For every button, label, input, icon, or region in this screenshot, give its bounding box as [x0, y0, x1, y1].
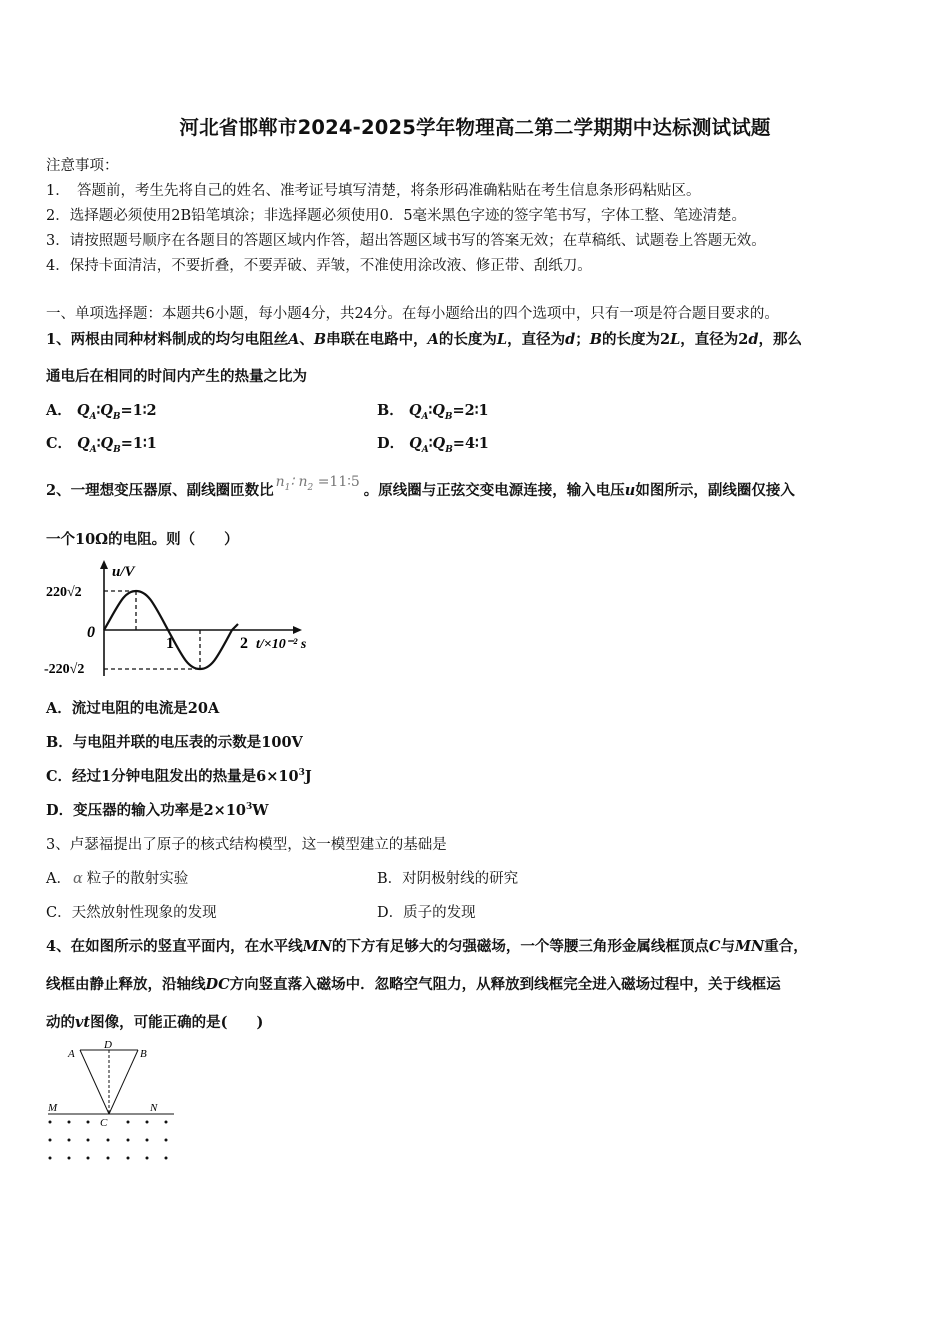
y-top-tick: 220√2: [46, 585, 82, 600]
q3-option-b[interactable]: B．对阴极射线的研究: [377, 871, 519, 887]
alpha-symbol: α: [72, 871, 83, 887]
y-axis-label: u/V: [112, 564, 135, 580]
q1-option-d[interactable]: D． $Q_A∶Q_B=4∶1$: [377, 435, 489, 455]
q2-stem-line2: 一个10Ω的电阻。则（ ）: [46, 531, 239, 548]
q3-stem: 3、卢瑟福提出了原子的核式结构模型，这一模型建立的基础是: [46, 837, 447, 853]
notice-heading: 注意事项：: [46, 158, 119, 174]
q3-option-d[interactable]: D．质子的发现: [377, 905, 476, 921]
q3-option-c[interactable]: C．天然放射性现象的发现: [46, 905, 217, 921]
q1-option-c[interactable]: C． $Q_A∶Q_B=1∶1$: [46, 435, 157, 455]
x-axis-arrow: [293, 626, 302, 634]
label-m: M: [48, 1102, 58, 1114]
label-a: A: [68, 1048, 75, 1060]
q1-option-b[interactable]: B． $Q_A∶Q_B=2∶1$: [377, 402, 489, 422]
x-tick-1: 1: [166, 635, 174, 652]
q4-stem-line2: 线框由静止释放，沿轴线DC方向竖直落入磁场中．忽略空气阻力，从释放到线框完全进入磁场过程中，关于线框运: [46, 976, 781, 993]
triangle-left-edge: [80, 1050, 109, 1114]
notice-item-4: 4．保持卡面清洁，不要折叠，不要弄破、弄皱，不准使用涂改液、修正带、刮纸刀。: [46, 258, 592, 274]
label-b: B: [140, 1048, 147, 1060]
x-axis-label: t/×10⁻² s: [256, 637, 307, 652]
page-title: 河北省邯郸市2024-2025学年物理高二第二学期期中达标测试试题: [179, 116, 771, 139]
q1-option-a[interactable]: A． $Q_A∶Q_B=1∶2$: [46, 402, 157, 422]
q3-option-a[interactable]: A． α 粒子的散射实验: [46, 871, 189, 887]
q2-stem-line1: 2、一理想变压器原、副线圈匝数比 $n_1∶$ $n_2$ =11∶5 。原线圈与正弦交变电源连接，输入电压u如图所示，副线圈仅接入: [46, 474, 795, 499]
q4-stem-line3: 动的vt图像，可能正确的是( ): [46, 1014, 264, 1031]
label-d: D: [104, 1039, 112, 1051]
origin-label: 0: [87, 624, 95, 641]
q2-option-b[interactable]: B．与电阻并联的电压表的示数是100V: [46, 734, 303, 751]
label-c: C: [100, 1117, 108, 1129]
label-n: N: [150, 1102, 158, 1114]
section-header: 一、单项选择题：本题共6小题，每小题4分，共24分。在每小题给出的四个选项中，只有一项是符合题目要求的。: [46, 306, 779, 322]
x-tick-2: 2: [240, 635, 248, 652]
q2-option-c[interactable]: C．经过1分钟电阻发出的热量是$6\times 10^3J$: [46, 768, 312, 785]
q2-option-a[interactable]: A．流过电阻的电流是20A: [46, 700, 220, 717]
y-bottom-tick: -220√2: [44, 662, 85, 677]
q2-option-d[interactable]: D．变压器的输入功率是$2\times 10^3W$: [46, 802, 269, 819]
turns-ratio: $n_1∶$ $n_2$ =11∶5: [275, 474, 360, 493]
notice-item-2: 2．选择题必须使用2B铅笔填涂；非选择题必须使用0．5毫米黑色字迹的签字笔书写，字体工整、笔迹清楚。: [46, 208, 747, 224]
y-axis-arrow: [100, 560, 108, 569]
q1-stem-line1: 1、两根由同种材料制成的均匀电阻丝A、B串联在电路中，A的长度为L，直径为d；B的长度为2L，直径为2d，那么: [46, 331, 803, 348]
triangle-right-edge: [109, 1050, 138, 1114]
notice-item-1: 1． 答题前，考生先将自己的姓名、准考证号填写清楚，将条形码准确粘贴在考生信息条形码粘贴区。: [46, 183, 701, 199]
q4-stem-line1: 4、在如图所示的竖直平面内，在水平线MN的下方有足够大的匀强磁场，一个等腰三角形金属线框顶点C与MN重合，: [46, 938, 808, 955]
magnetic-field-figure: [44, 1036, 184, 1166]
magnetic-field-dots: [49, 1121, 168, 1160]
notice-item-3: 3．请按照题号顺序在各题目的答题区域内作答，超出答题区域书写的答案无效；在草稿纸、试题卷上答题无效。: [46, 233, 766, 249]
voltage-graph: [44, 558, 344, 678]
q1-stem-line2: 通电后在相同的时间内产生的热量之比为: [46, 368, 307, 385]
